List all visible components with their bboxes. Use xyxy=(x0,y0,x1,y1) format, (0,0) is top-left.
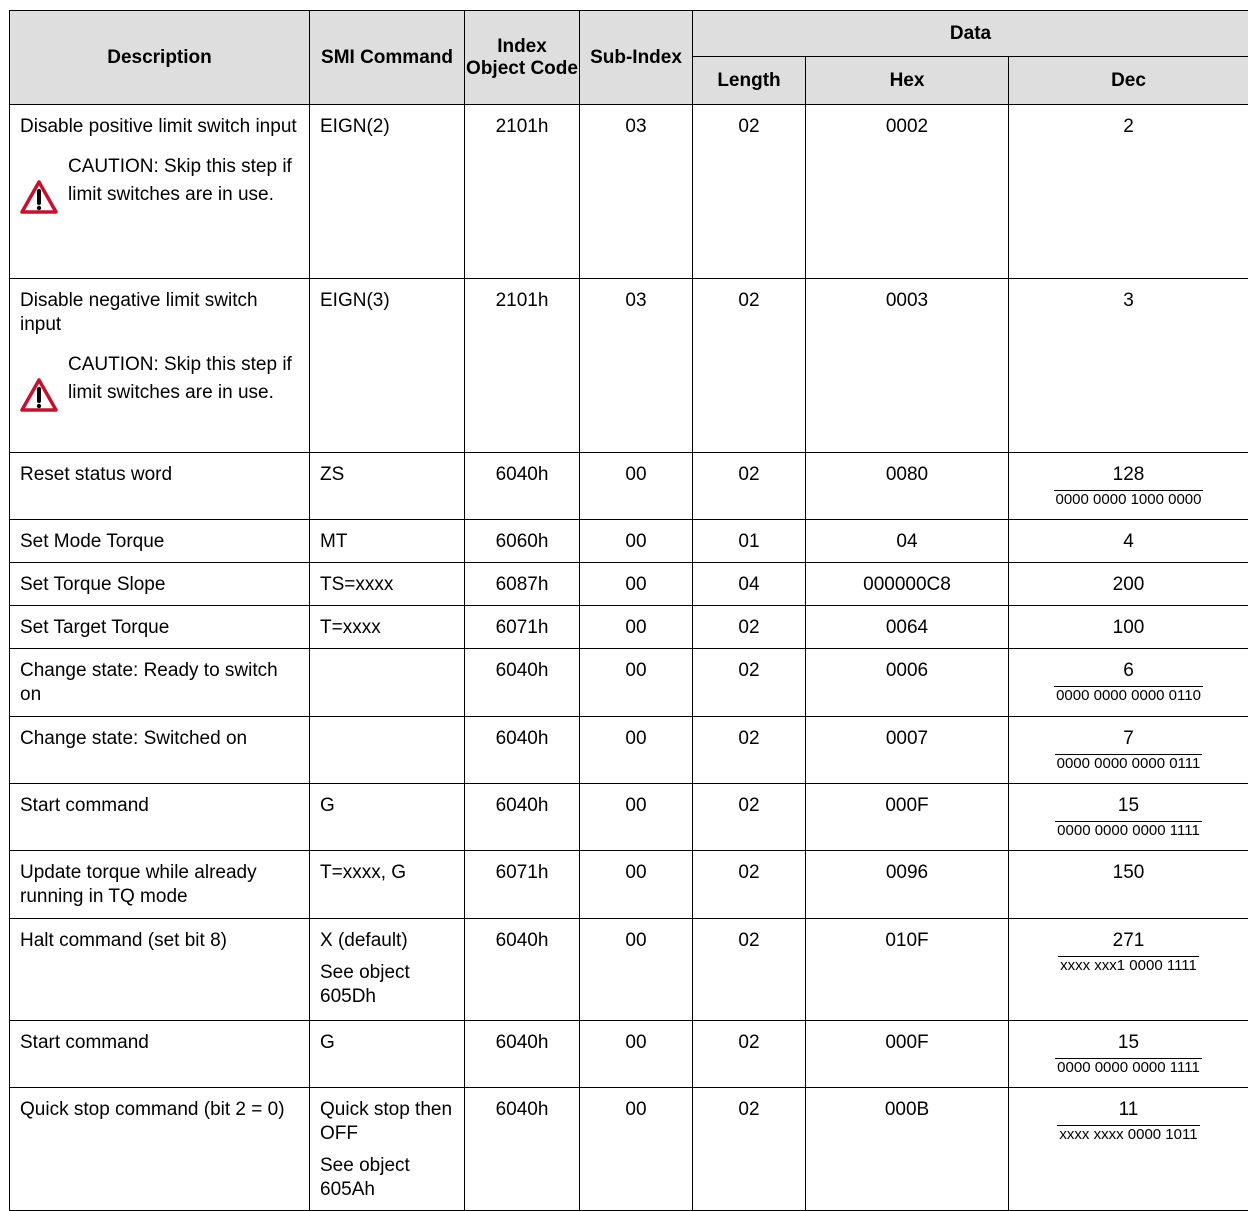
table-row xyxy=(10,105,1248,279)
sub-index-cell: 00 xyxy=(580,1088,693,1211)
smi-command-cell xyxy=(310,1021,465,1088)
hex-cell: 010F xyxy=(806,919,1009,1021)
table-row xyxy=(10,453,1248,520)
sub-index-cell: 00 xyxy=(580,453,693,520)
table-row xyxy=(10,563,1248,606)
description-cell xyxy=(10,606,310,649)
length-cell: 02 xyxy=(693,606,806,649)
dec-value: 3 xyxy=(1013,289,1244,313)
description-cell xyxy=(10,784,310,851)
index-object-code-cell: 2101h xyxy=(465,105,580,279)
description-text: Start command xyxy=(20,1031,301,1055)
length-cell: 02 xyxy=(693,105,806,279)
caution-note xyxy=(20,153,301,215)
table-row xyxy=(10,279,1248,453)
sub-index-cell: 00 xyxy=(580,919,693,1021)
dec-cell xyxy=(1009,1088,1248,1211)
description-text: Change state: Ready to switch on xyxy=(20,659,301,707)
smi-see-object-note: See object 605Dh xyxy=(320,961,456,1009)
description-text: Disable positive limit switch input xyxy=(20,115,301,139)
dec-cell xyxy=(1009,520,1248,563)
header-description: Description xyxy=(10,11,310,105)
dec-value: 11 xyxy=(1013,1098,1244,1122)
sub-index-cell: 00 xyxy=(580,717,693,784)
caution-note xyxy=(20,351,301,413)
table-row xyxy=(10,1088,1248,1211)
description-cell xyxy=(10,851,310,919)
description-text: Set Mode Torque xyxy=(20,530,301,554)
description-text: Quick stop command (bit 2 = 0) xyxy=(20,1098,301,1122)
dec-cell xyxy=(1009,649,1248,717)
dec-value: 15 xyxy=(1013,1031,1244,1055)
dec-value: 4 xyxy=(1013,530,1244,554)
hex-cell: 000B xyxy=(806,1088,1009,1211)
smi-command-text: Quick stop then OFF xyxy=(320,1098,456,1146)
smi-command-cell xyxy=(310,563,465,606)
table-row xyxy=(10,717,1248,784)
index-object-code-cell: 6071h xyxy=(465,851,580,919)
hex-cell: 04 xyxy=(806,520,1009,563)
description-cell xyxy=(10,649,310,717)
command-table xyxy=(9,10,1248,1211)
table-row xyxy=(10,649,1248,717)
smi-command-cell xyxy=(310,717,465,784)
smi-command-text: X (default) xyxy=(320,929,456,953)
sub-index-cell: 00 xyxy=(580,606,693,649)
binary-bits: 0000 0000 0000 1111 xyxy=(1055,1058,1202,1077)
description-text: Disable negative limit switch input xyxy=(20,289,301,337)
index-object-code-cell: 6060h xyxy=(465,520,580,563)
smi-command-text: ZS xyxy=(320,463,456,487)
smi-command-cell xyxy=(310,1088,465,1211)
index-object-code-cell: 6040h xyxy=(465,717,580,784)
dec-cell xyxy=(1009,606,1248,649)
dec-value: 15 xyxy=(1013,794,1244,818)
sub-index-cell: 00 xyxy=(580,1021,693,1088)
binary-bits: 0000 0000 0000 1111 xyxy=(1055,821,1202,840)
dec-value: 150 xyxy=(1013,861,1244,885)
index-object-code-cell: 6040h xyxy=(465,919,580,1021)
length-cell: 02 xyxy=(693,1088,806,1211)
smi-command-cell xyxy=(310,279,465,453)
hex-cell: 0002 xyxy=(806,105,1009,279)
header-dec: Dec xyxy=(1009,57,1248,105)
description-cell xyxy=(10,563,310,606)
header-smi-command: SMI Command xyxy=(310,11,465,105)
description-text: Halt command (set bit 8) xyxy=(20,929,301,953)
index-object-code-cell: 6040h xyxy=(465,784,580,851)
hex-cell: 0096 xyxy=(806,851,1009,919)
length-cell: 02 xyxy=(693,851,806,919)
sub-index-cell: 00 xyxy=(580,851,693,919)
warning-icon xyxy=(20,179,58,215)
smi-command-text: TS=xxxx xyxy=(320,573,456,597)
dec-cell xyxy=(1009,453,1248,520)
description-text: Reset status word xyxy=(20,463,301,487)
smi-command-cell xyxy=(310,919,465,1021)
smi-command-text: T=xxxx, G xyxy=(320,861,456,885)
smi-command-cell xyxy=(310,453,465,520)
index-object-code-cell: 2101h xyxy=(465,279,580,453)
length-cell: 02 xyxy=(693,717,806,784)
header-length: Length xyxy=(693,57,806,105)
sub-index-cell: 00 xyxy=(580,563,693,606)
dec-value: 7 xyxy=(1013,727,1244,751)
description-text: Start command xyxy=(20,794,301,818)
description-text: Change state: Switched on xyxy=(20,727,301,751)
dec-cell xyxy=(1009,784,1248,851)
dec-value: 2 xyxy=(1013,115,1244,139)
dec-cell xyxy=(1009,1021,1248,1088)
hex-cell: 000F xyxy=(806,784,1009,851)
dec-cell xyxy=(1009,919,1248,1021)
smi-command-text: T=xxxx xyxy=(320,616,456,640)
dec-value: 6 xyxy=(1013,659,1244,683)
smi-command-cell xyxy=(310,851,465,919)
hex-cell: 0003 xyxy=(806,279,1009,453)
smi-see-object-note: See object 605Ah xyxy=(320,1154,456,1202)
smi-command-text: MT xyxy=(320,530,456,554)
index-object-code-cell: 6087h xyxy=(465,563,580,606)
smi-command-cell xyxy=(310,606,465,649)
dec-cell xyxy=(1009,105,1248,279)
length-cell: 02 xyxy=(693,784,806,851)
length-cell: 04 xyxy=(693,563,806,606)
length-cell: 02 xyxy=(693,919,806,1021)
binary-bits: 0000 0000 0000 0111 xyxy=(1055,754,1203,773)
sub-index-cell: 03 xyxy=(580,279,693,453)
description-cell xyxy=(10,1021,310,1088)
smi-command-cell xyxy=(310,105,465,279)
description-cell xyxy=(10,520,310,563)
smi-command-text: G xyxy=(320,794,456,818)
binary-bits: 0000 0000 0000 0110 xyxy=(1054,686,1203,705)
length-cell: 02 xyxy=(693,649,806,717)
description-cell xyxy=(10,279,310,453)
table-row xyxy=(10,851,1248,919)
header-hex: Hex xyxy=(806,57,1009,105)
binary-bits: 0000 0000 1000 0000 xyxy=(1054,490,1204,509)
dec-cell xyxy=(1009,717,1248,784)
table-row xyxy=(10,1021,1248,1088)
table-row xyxy=(10,784,1248,851)
smi-command-text: G xyxy=(320,1031,456,1055)
hex-cell: 0007 xyxy=(806,717,1009,784)
description-cell xyxy=(10,919,310,1021)
header-data: Data xyxy=(693,11,1248,57)
table-row xyxy=(10,606,1248,649)
description-cell xyxy=(10,1088,310,1211)
description-text: Set Target Torque xyxy=(20,616,301,640)
header-index-object-code: Index Object Code xyxy=(465,11,580,105)
index-object-code-cell: 6040h xyxy=(465,453,580,520)
index-object-code-cell: 6040h xyxy=(465,1088,580,1211)
hex-cell: 000F xyxy=(806,1021,1009,1088)
length-cell: 02 xyxy=(693,279,806,453)
index-object-code-cell: 6071h xyxy=(465,606,580,649)
table-row xyxy=(10,520,1248,563)
smi-command-cell xyxy=(310,520,465,563)
hex-cell: 0080 xyxy=(806,453,1009,520)
length-cell: 01 xyxy=(693,520,806,563)
dec-cell xyxy=(1009,279,1248,453)
binary-bits: xxxx xxx1 0000 1111 xyxy=(1058,956,1199,975)
description-text: Set Torque Slope xyxy=(20,573,301,597)
hex-cell: 0064 xyxy=(806,606,1009,649)
description-cell xyxy=(10,717,310,784)
dec-cell xyxy=(1009,563,1248,606)
smi-command-cell xyxy=(310,784,465,851)
table-row xyxy=(10,919,1248,1021)
sub-index-cell: 03 xyxy=(580,105,693,279)
hex-cell: 000000C8 xyxy=(806,563,1009,606)
description-cell xyxy=(10,453,310,520)
length-cell: 02 xyxy=(693,453,806,520)
hex-cell: 0006 xyxy=(806,649,1009,717)
sub-index-cell: 00 xyxy=(580,784,693,851)
header-sub-index: Sub-Index xyxy=(580,11,693,105)
index-object-code-cell: 6040h xyxy=(465,649,580,717)
index-object-code-cell: 6040h xyxy=(465,1021,580,1088)
dec-value: 128 xyxy=(1013,463,1244,487)
dec-value: 200 xyxy=(1013,573,1244,597)
dec-value: 100 xyxy=(1013,616,1244,640)
warning-icon xyxy=(20,377,58,413)
dec-cell xyxy=(1009,851,1248,919)
smi-command-cell xyxy=(310,649,465,717)
sub-index-cell: 00 xyxy=(580,520,693,563)
dec-value: 271 xyxy=(1013,929,1244,953)
binary-bits: xxxx xxxx 0000 1011 xyxy=(1057,1125,1199,1144)
sub-index-cell: 00 xyxy=(580,649,693,717)
description-cell xyxy=(10,105,310,279)
length-cell: 02 xyxy=(693,1021,806,1088)
caution-text: CAUTION: Skip this step if limit switches are in use. xyxy=(68,351,301,407)
smi-command-text: EIGN(3) xyxy=(320,289,456,313)
caution-text: CAUTION: Skip this step if limit switches are in use. xyxy=(68,153,301,209)
description-text: Update torque while already running in TQ mode xyxy=(20,861,301,909)
smi-command-text: EIGN(2) xyxy=(320,115,456,139)
